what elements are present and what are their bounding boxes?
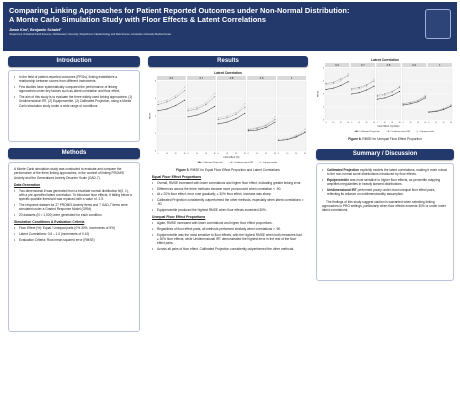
figure-5-data-point bbox=[188, 108, 189, 109]
figure-5-data-point bbox=[184, 90, 185, 91]
figure-5-data-point bbox=[227, 115, 228, 116]
figure-5-x-tick-label: 10 bbox=[195, 153, 198, 155]
figure-6-data-point bbox=[377, 95, 378, 96]
summary-bullet-item: • Unidimensional IRT performed poorly under most unequal floor effect pairs, reflecting its reliance on unidimensionality assumption. bbox=[322, 188, 448, 197]
figure-5-y-tick-label: 6 bbox=[154, 98, 156, 101]
figure-6-data-point bbox=[366, 86, 367, 87]
equal-floor-bullet-item: • Equipercentile produced the highest RMSE when floor effects exceeded 30%. bbox=[152, 208, 304, 212]
figure-5-x-tick-label: 0 bbox=[247, 153, 249, 155]
figure-5-x-tick-label: 10 bbox=[286, 153, 289, 155]
figure-5-data-point bbox=[196, 108, 197, 109]
figure-6-data-point bbox=[403, 103, 404, 104]
figure-6-x-tick-label: 20 bbox=[365, 122, 368, 124]
unequal-floor-bullet-item: • Equipercentile was the most sensitive to floor effects, with the highest RMSE when both measures had ≥ 30% floor effects, while Unidimensional IRT demonstrated the highest error in the rest of the floor effect pairs. bbox=[152, 233, 304, 246]
summary-bullet-item-term: Calibrated Projection bbox=[327, 168, 360, 172]
figure-5-data-point bbox=[235, 118, 236, 119]
figure-5-data-point bbox=[218, 123, 219, 124]
figure-5-x-tick-label: 30 bbox=[273, 153, 276, 155]
summary-heading: Summary / Discussion bbox=[316, 149, 454, 160]
figure-6-data-point bbox=[340, 80, 341, 81]
figure-6-data-point bbox=[373, 80, 374, 81]
figure-5-data-point bbox=[218, 119, 219, 120]
figure-5-panel-label: 0.7 bbox=[199, 77, 204, 80]
figure-6-legend-label: Unidimensional IRT bbox=[391, 131, 411, 133]
summary-box bbox=[316, 163, 454, 281]
figure-5-data-point bbox=[188, 116, 189, 117]
figure-6-chart bbox=[316, 56, 454, 136]
figure-6-data-point bbox=[325, 89, 326, 90]
figure-6-panel-label: 0.8 bbox=[386, 64, 391, 67]
figure-5-data-point bbox=[214, 93, 215, 94]
figure-6-data-point bbox=[351, 88, 352, 89]
data-generation-bullet-item: • Two-dimensional θ was generated from a bivariate normal distribution N(0, 1), with a pre-specified latent correlation. To introduce floor effects, θ falling below a specific quantile threshold was replaced with a value of -1.5. bbox=[14, 189, 134, 202]
figure-5-data-point bbox=[278, 139, 279, 140]
figure-5-data-point bbox=[157, 101, 158, 102]
figure-6-data-point bbox=[366, 84, 367, 85]
figure-5-data-point bbox=[304, 129, 305, 130]
figure-6-data-point bbox=[359, 87, 360, 88]
figure-5-y-tick-label: 4 bbox=[154, 115, 156, 118]
figure-5-data-point bbox=[265, 127, 266, 128]
figure-6-data-point bbox=[410, 102, 411, 103]
poster-title bbox=[9, 6, 451, 24]
figure-5 bbox=[148, 69, 308, 167]
figure-6-x-tick-label: 30 bbox=[398, 122, 401, 124]
figure-5-panel-label: 0.9 bbox=[259, 77, 264, 80]
figure-6-data-point bbox=[384, 93, 385, 94]
figure-5-data-point bbox=[265, 124, 266, 125]
figure-5-data-point bbox=[227, 122, 228, 123]
figure-6-data-point bbox=[399, 86, 400, 87]
summary-bullet-item-term: Unidimensional IRT bbox=[327, 187, 357, 192]
figure-6-data-point bbox=[340, 85, 341, 86]
simulation-condition-bullet-item: • Evaluation Criteria: Root mean squared error (RMSE) bbox=[14, 238, 134, 242]
figure-6-data-point bbox=[322, 80, 326, 84]
introduction-heading: Introduction bbox=[8, 56, 140, 67]
figure-5-data-point bbox=[214, 96, 215, 97]
figure-6-x-tick-label: 0 bbox=[325, 122, 327, 124]
data-generation-list bbox=[14, 189, 134, 218]
figure-6-panel-label: 1 bbox=[439, 64, 441, 67]
figure-6-panel-label: 0.7 bbox=[360, 64, 365, 67]
figure-6-data-point bbox=[348, 81, 349, 82]
figure-5-data-point bbox=[244, 103, 245, 104]
figure-6-y-tick-label: 8 bbox=[322, 67, 324, 70]
figure-5-legend-marker bbox=[260, 162, 261, 163]
figure-5-legend-marker bbox=[199, 162, 200, 163]
figure-5-legend-label: Calibrated Projection bbox=[202, 162, 223, 164]
figure-5-data-point bbox=[248, 129, 249, 130]
figure-6-data-point bbox=[373, 79, 374, 80]
figure-6-legend-label: Equipercentile bbox=[420, 131, 435, 133]
figure-6-data-point bbox=[417, 100, 418, 101]
equal-floor-list bbox=[152, 181, 304, 212]
summary-bullet-item-term: Equipercentile bbox=[327, 177, 349, 182]
figure-5-title: Latent Correlation bbox=[214, 71, 242, 75]
figure-5-legend-label: Equipercentile bbox=[263, 162, 278, 164]
column-left bbox=[8, 56, 140, 332]
figure-5-data-point bbox=[166, 100, 167, 101]
data-generation-heading: Data Generation bbox=[14, 182, 41, 187]
figure-6-x-tick-label: 0 bbox=[351, 122, 353, 124]
figure-6-x-tick-label: 20 bbox=[339, 122, 342, 124]
figure-5-data-point bbox=[175, 95, 176, 96]
figure-6-x-tick-label: 20 bbox=[391, 122, 394, 124]
figure-6-title: Latent Correlation bbox=[371, 58, 399, 62]
results-text bbox=[148, 175, 308, 251]
figure-6-x-tick-label: 10 bbox=[358, 122, 361, 124]
figure-6-data-point bbox=[425, 97, 426, 98]
figure-5-panel-label: 0.6 bbox=[169, 77, 174, 80]
figure-5-data-point bbox=[244, 107, 245, 108]
introduction-list bbox=[14, 75, 134, 108]
unequal-floor-bullet-item: • Again, RMSE increased with lower correlations and higher floor effect proportions. bbox=[152, 221, 304, 225]
figure-6-data-point bbox=[436, 110, 437, 111]
figure-5-x-tick-label: 0 bbox=[187, 153, 189, 155]
figure-5-y-tick-label: 0 bbox=[154, 150, 156, 153]
figure-6-x-tick-label: 10 bbox=[435, 122, 438, 124]
figure-5-data-point bbox=[157, 110, 158, 111]
figure-6-caption bbox=[316, 137, 454, 141]
poster-affiliations: ¹Department of Medical Social Sciences, Northwestern University; ²Department of Epidemiology and Data Science, Amsterdam University Medical Center bbox=[9, 33, 172, 36]
figure-5-data-point bbox=[184, 100, 185, 101]
figure-6-data-point bbox=[450, 104, 451, 105]
introduction-bullet-item: • Few studies have systematically compared the performance of linking approaches under key factors such as latent correlation and floor effect. bbox=[14, 85, 134, 94]
figure-6-data-point bbox=[366, 90, 367, 91]
figure-5-data-point bbox=[166, 101, 167, 102]
figure-5-caption bbox=[148, 168, 308, 172]
figure-6-data-point bbox=[410, 103, 411, 104]
figure-6-y-tick-label: 2 bbox=[322, 106, 324, 109]
figure-6-data-point bbox=[384, 97, 385, 98]
figure-5-x-tick-label: 0 bbox=[157, 153, 159, 155]
figure-5-x-tick-label: 10 bbox=[256, 153, 259, 155]
figure-5-y-tick-label: 2 bbox=[154, 133, 156, 136]
figure-5-data-point bbox=[196, 115, 197, 116]
figure-5-data-point bbox=[274, 119, 275, 120]
figure-5-data-point bbox=[274, 122, 275, 123]
figure-5-caption-text: RMSE for Equal Floor Effect Proportion and Latent Correlations bbox=[189, 168, 280, 172]
unequal-floor-bullet-item: • Regardless of floor effect parts, all methods performed similarly when correlations > .90. bbox=[152, 227, 304, 231]
figure-5-data-point bbox=[214, 106, 215, 107]
figure-5-chart bbox=[148, 69, 308, 167]
figure-5-x-tick-label: 30 bbox=[243, 153, 246, 155]
figure-6-x-tick-label: 20 bbox=[416, 122, 419, 124]
figure-6-data-point bbox=[425, 96, 426, 97]
figure-6-data-point bbox=[325, 84, 326, 85]
figure-6-data-point bbox=[399, 87, 400, 88]
figure-6-y-axis-label: RMSE bbox=[317, 90, 320, 98]
summary-bullet-item: • Equipercentile was most sensitive to higher floor effects, as percentile mapping amplifies irregularities in heavily skewed distributions. bbox=[322, 178, 448, 187]
equal-floor-bullet-item: • Calibrated Projection consistently outperformed the other methods, especially when latent correlations < .90. bbox=[152, 198, 304, 207]
figure-6-x-tick-label: 10 bbox=[383, 122, 386, 124]
figure-6-caption-text: RMSE for Unequal Floor Effect Proportion bbox=[361, 137, 422, 141]
figure-6-data-point bbox=[373, 86, 374, 87]
figure-6-data-point bbox=[351, 93, 352, 94]
figure-6-data-point bbox=[425, 95, 426, 96]
simulation-conditions-list bbox=[14, 226, 134, 242]
figure-5-data-point bbox=[205, 111, 206, 112]
introduction-box bbox=[8, 70, 140, 142]
results-heading: Results bbox=[148, 56, 308, 67]
equal-floor-bullet-item: • At ≥ 20% floor effect, error rose gradually; ≥ 30% floor effect, increase was sharp. bbox=[152, 192, 304, 196]
figure-6-data-point bbox=[399, 91, 400, 92]
figure-5-data-point bbox=[188, 110, 189, 111]
figure-6-data-point bbox=[351, 90, 352, 91]
figure-6-x-tick-label: 10 bbox=[409, 122, 412, 124]
figure-5-x-tick-label: 0 bbox=[217, 153, 219, 155]
figure-5-legend-marker bbox=[231, 162, 232, 163]
figure-6-data-point bbox=[377, 96, 378, 97]
figure-6-data-point bbox=[417, 101, 418, 102]
figure-6-x-tick-label: 10 bbox=[332, 122, 335, 124]
figure-6-data-point bbox=[348, 73, 349, 74]
figure-5-data-point bbox=[227, 117, 228, 118]
figure-6-legend-marker bbox=[388, 131, 389, 132]
figure-5-legend-label: Unidimensional IRT bbox=[234, 162, 254, 164]
figure-5-x-tick-label: 20 bbox=[265, 153, 268, 155]
figure-5-x-tick-label: 20 bbox=[295, 153, 298, 155]
methods-intro: A Monte Carlo simulation study was conducted to evaluate and compare the performance of the three linking approaches, in the context of linking PROMIS Anxiety and the Generalized Anxiety Disorder Scale (GAD-7). bbox=[14, 167, 125, 180]
summary-closing: The findings of this study suggest caution is warranted when selecting linking approaches in PRO settings, particularly when floor effects exceeds 30% or under lower latent correlations. bbox=[322, 199, 446, 213]
figure-5-data-point bbox=[157, 104, 158, 105]
equal-floor-heading: Equal Floor Effect Proportions bbox=[152, 175, 202, 179]
column-right bbox=[316, 56, 454, 281]
unequal-floor-bullet-item: • Across all pairs of floor effect, Calibrated Projection consistently outperformed the other methods. bbox=[152, 247, 304, 251]
figure-6-data-point bbox=[403, 105, 404, 106]
figure-6-panel-label: 0.9 bbox=[412, 64, 417, 67]
figure-5-x-tick-label: 30 bbox=[304, 153, 306, 155]
figure-5-data-point bbox=[257, 127, 258, 128]
data-generation-bullet-item: • 20 datasets (N = 1,000) were generated for each condition. bbox=[14, 213, 134, 217]
figure-6-data-point bbox=[333, 83, 334, 84]
summary-list bbox=[322, 168, 448, 197]
figure-5-data-point bbox=[166, 108, 167, 109]
figure-5-data-point bbox=[235, 112, 236, 113]
methods-heading: Methods bbox=[8, 148, 140, 159]
figure-5-data-point bbox=[175, 105, 176, 106]
figure-5-x-tick-label: 0 bbox=[277, 153, 279, 155]
figure-6-x-tick-label: 30 bbox=[347, 122, 350, 124]
institution-logo bbox=[425, 9, 451, 39]
figure-6-x-tick-label: 0 bbox=[402, 122, 404, 124]
figure-6-data-point bbox=[450, 105, 451, 106]
figure-6-data-point bbox=[443, 108, 444, 109]
figure-6-data-point bbox=[359, 92, 360, 93]
figure-5-data-point bbox=[184, 87, 185, 88]
figure-5-y-axis-label: RMSE bbox=[149, 112, 152, 120]
figure-6-x-tick-label: 0 bbox=[376, 122, 378, 124]
figure-5-x-tick-label: 20 bbox=[204, 153, 207, 155]
figure-5-caption-label: Figure 5. bbox=[176, 168, 190, 172]
figure-6-data-point bbox=[392, 95, 393, 96]
figure-5-x-tick-label: 20 bbox=[234, 153, 237, 155]
figure-6-x-tick-label: 0 bbox=[428, 122, 430, 124]
figure-5-data-point bbox=[196, 107, 197, 108]
introduction-bullet-item: • The aim of this study is to evaluate the three widely used linking approaches: (1) Unidimensional IRT, (2) Equipercentile, (3) Calibrated Projection, using a Monte Carlo simulation study under a wide range of conditions. bbox=[14, 95, 134, 108]
figure-6-data-point bbox=[428, 111, 429, 112]
poster-title-line2: A Monte Carlo Simulation Study with Floor Effects & Latent Correlations bbox=[9, 15, 267, 24]
figure-5-data-point bbox=[304, 131, 305, 132]
unequal-floor-list bbox=[152, 221, 304, 251]
figure-6-y-tick-label: 4 bbox=[322, 93, 324, 96]
figure-5-data-point bbox=[287, 138, 288, 139]
figure-6-data-point bbox=[348, 75, 349, 76]
figure-5-panel-label: 1 bbox=[290, 77, 293, 80]
figure-5-x-tick-label: 30 bbox=[183, 153, 186, 155]
poster-header bbox=[3, 2, 457, 51]
figure-5-data-point bbox=[274, 116, 275, 117]
figure-5-x-tick-label: 10 bbox=[165, 153, 168, 155]
figure-5-data-point bbox=[235, 114, 236, 115]
unequal-floor-heading: Unequal Floor Effect Proportions bbox=[152, 215, 206, 220]
figure-5-x-tick-label: 30 bbox=[213, 153, 216, 155]
simulation-condition-bullet-item: • Floor Effect (%): Equal / Unequal parts (0%-30%, increments of 5%) bbox=[14, 226, 134, 230]
figure-6-x-axis-label: Floor Effect (%) Pairs bbox=[377, 126, 400, 128]
figure-6-legend-marker bbox=[417, 131, 418, 132]
figure-6-x-tick-label: 30 bbox=[450, 122, 452, 124]
equal-floor-bullet-item: • Overall, RMSE increased with lower correlations and higher floor effect, indicating greater linking error. bbox=[152, 181, 304, 185]
figure-6-x-tick-label: 20 bbox=[442, 122, 445, 124]
figure-5-y-tick-label: 8 bbox=[154, 80, 156, 83]
figure-5-data-point bbox=[175, 97, 176, 98]
simulation-conditions-heading: Simulation Conditions & Evaluation Criteria bbox=[14, 220, 85, 225]
figure-6-y-tick-label: 6 bbox=[322, 80, 324, 83]
figure-6-data-point bbox=[384, 95, 385, 96]
figure-5-x-axis-label: Floor Effect (%) bbox=[223, 157, 240, 159]
figure-6-x-tick-label: 30 bbox=[372, 122, 375, 124]
figure-5-data-point bbox=[205, 104, 206, 105]
figure-5-data-point bbox=[257, 129, 258, 130]
figure-6-data-point bbox=[392, 92, 393, 93]
poster-authors: Jiwon Kim¹, Benjamin Schalet² bbox=[9, 28, 62, 32]
figure-6-legend-label: Calibrated Projection bbox=[359, 131, 380, 133]
figure-6-x-tick-label: 30 bbox=[424, 122, 427, 124]
column-middle bbox=[148, 56, 308, 253]
summary-bullet-item: • Calibrated Projection explicitly models the latent correlations, making it more robust to the non-normal score distributions introduced by floor effects. bbox=[322, 168, 448, 177]
figure-6-data-point bbox=[359, 88, 360, 89]
figure-5-data-point bbox=[244, 113, 245, 114]
poster-title-line1: Comparing Linking Approaches for Patient Reported Outcomes under Non-Normal Distribution: bbox=[9, 6, 350, 15]
figure-6-data-point bbox=[392, 91, 393, 92]
figure-6-legend-marker bbox=[356, 131, 357, 132]
figure-6-data-point bbox=[340, 79, 341, 80]
figure-5-x-tick-label: 20 bbox=[174, 153, 177, 155]
figure-6-data-point bbox=[377, 99, 378, 100]
figure-5-panel-label: 0.8 bbox=[229, 77, 234, 80]
figure-5-data-point bbox=[296, 135, 297, 136]
equal-floor-bullet-item: • Differences across the three methods became more pronounced when correlation < .90. bbox=[152, 187, 304, 191]
introduction-bullet-item: • In the field of patient-reported outcomes (PROs), linking establishes a relationship between scores from different instruments. bbox=[14, 75, 134, 84]
figure-5-data-point bbox=[218, 117, 219, 118]
figure-6-data-point bbox=[333, 82, 334, 83]
simulation-condition-bullet-item: • Latent Correlations: 0.6 – 1.0 (increments of 0.10) bbox=[14, 232, 134, 236]
data-generation-bullet-item: • The response dataset for 27 PROMIS Anxiety items and 7 GAD-7 items were simulated under a Graded Response Model (GRM). bbox=[14, 203, 134, 212]
methods-box bbox=[8, 162, 140, 332]
figure-5-data-point bbox=[205, 102, 206, 103]
figure-6-data-point bbox=[333, 88, 334, 89]
figure-6-panel-label: 0.6 bbox=[335, 64, 339, 67]
figure-6-y-tick-label: 0 bbox=[322, 119, 324, 122]
figure-6 bbox=[316, 56, 454, 136]
figure-6-caption-label: Figure 6. bbox=[348, 137, 362, 141]
figure-5-x-tick-label: 10 bbox=[226, 153, 229, 155]
